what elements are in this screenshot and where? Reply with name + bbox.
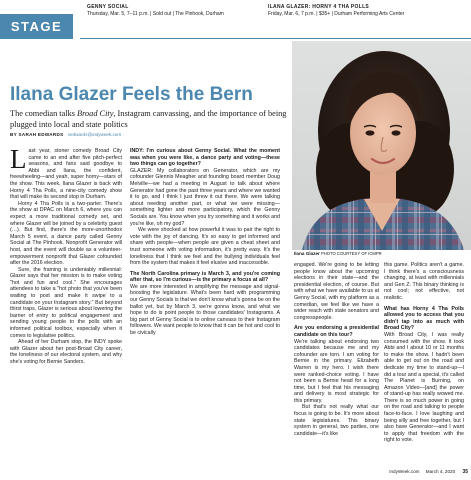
- interview-question: Are you endorsing a presidential candidate on this tour?: [294, 325, 379, 338]
- event-title: GENNY SOCIAL: [87, 4, 129, 10]
- paragraph: [10, 144, 122, 201]
- paragraph: But that's not really what our focus is going to be. It's more about state legislatures. This binary system in general, two parties, one candidate—it's like: [294, 404, 379, 437]
- paragraph: Sure, the framing is undeniably millennial: Glazer says that her mission is to make voting "hot and fun and cool." She encourages attendees to take a "hot photo that you've been waiting to post and make it swipe to a candidate on your Instagram story." But beyond thirst traps, Glazer is serious about lowering the barrier of entry to political engagement and sending young people to the polls with an informed political toolbox, especially when it comes to legislative politics.: [10, 266, 122, 339]
- interview-question: The North Carolina primary is March 3, and you're coming after that, so I'm curious—is the primary a focus at all?: [130, 270, 280, 284]
- section-tab: STAGE: [0, 14, 73, 39]
- event-listing-horny-4-tha-polls: [268, 4, 468, 18]
- paragraph: With Broad City, I was really consumed with the show. It took Abbi and I about 10 or 11 months to make the show. I hadn't been able to get out on the road and dedicate my time to stand-up—I did a tour and a special, it's called The Planet is Burning, on Amazon Video—[and] the power of stand-up has really wowed me. There is so much power in going on the road and talking to people face-to-face. I love laughing and being silly and free together, but I also have Generator—and I want to apply that freedom with the right to vote.: [384, 331, 464, 444]
- article-column-2: [130, 148, 280, 337]
- photo-caption: [294, 251, 464, 257]
- deck-text: The comedian talks: [10, 109, 78, 118]
- paragraph: We're talking about endorsing two candidates because me and my cofounder are torn. I am voting for Bernie in the primary. Elizabeth Warren is my hero. I wish there were ranked-choice voting. I have not been a Bernie head for a long time, but I feel that his messaging and delivery is most strategic for this primary.: [294, 338, 379, 404]
- byline-email[interactable]: sedwards@indyweek.com: [67, 132, 122, 137]
- event-title: ILANA GLAZER: HORNY 4 THA POLLS: [268, 4, 370, 10]
- article-column-1: [10, 144, 122, 366]
- header-rule: [80, 38, 471, 39]
- paragraph: We were shocked at how powerful it was to pair the right to vote with the joy of dancing. It's so easy to get informed and share with people—when people are given a cheat sheet and trust someone with voting information, it's pretty easy. It's the loneliness that I think we feel and the bullying individuals feel from the system that makes it feel elusive and inaccessible.: [130, 227, 280, 267]
- paragraph: GLAZER: My collaborators on Generator, which are my cofounder Glennis Meagher and founding board member Doug Melville—we had a meeting in August to talk about where Generator had gone the past three years and where we wanted it to go, and I think I just threw it out there. We were talking about needing another part, or what we were missing—something lighter and more participatory, which the Genny Socials are. You know when you try something and it works and you're like, oh my god?: [130, 167, 280, 227]
- drop-cap: L: [10, 144, 27, 174]
- event-listing-genny-social: [87, 4, 259, 18]
- footer-date: March 4, 2020: [425, 469, 456, 474]
- deck-text: , Instagram canvassing, and the importance of being plugged into local and state politics: [10, 109, 287, 129]
- section-header: [0, 0, 471, 39]
- paragraph: We are more interested in amplifying the message and signal-boosting the legislature. What's been hard with programming our Genny Socials is that we don't know what's gonna be on the ballot yet, but by March 3, we're gonna know, and what we hope to do is point people to those candidates' Instagrams. A big part of Genny Social is to online canvass to their Instagram followers. We want people to know that it can be hot and cool to be civically: [130, 283, 280, 337]
- deck-italic: Broad City: [77, 109, 114, 118]
- portrait-photo: [292, 41, 471, 250]
- article-headline: Ilana Glazer Feels the Bern: [10, 84, 253, 105]
- portrait-illustration: [292, 41, 471, 250]
- photo-credit: PHOTO COURTESY OF ICMPR: [320, 251, 382, 256]
- byline: [10, 131, 270, 138]
- paragraph: Ahead of her Durham stop, the INDY spoke with Glazer about her post-Broad City career, the loneliness of our electoral system, and why she's voting for Bernie Sanders.: [10, 339, 122, 365]
- article-column-3: [294, 262, 379, 437]
- paragraph: engaged. We're going to be letting people know about the upcoming elections in their state—and the presidential election, of course. But with what we have available to us at Genny Social, with my platform as a comedian, we feel like we have a wider reach with state senators and congresspeople.: [294, 262, 379, 321]
- byline-author: BY SARAH EDWARDS: [10, 132, 64, 137]
- interview-question: [130, 148, 280, 168]
- interview-question: What has Horny 4 Tha Polls allowed you to access that you didn't tap into as much with Broad City?: [384, 305, 464, 332]
- article-column-4: [384, 262, 464, 444]
- event-detail: Thursday, Mar. 5, 7–11 p.m. | Sold out | The Pinhook, Durham: [87, 11, 224, 17]
- paragraph: this game. Politics aren't a game. I think there's a consciousness changing, at least with millennials and Gen Z. This binary thinking is not cool; not effective, not realistic.: [384, 262, 464, 301]
- page-footer: [380, 468, 468, 476]
- event-detail: Friday, Mar. 6, 7 p.m. | $35+ | Durham Performing Arts Center: [268, 11, 405, 17]
- paragraph: Horny 4 Tha Polls is a two-parter. There's the show at DPAC on March 6, where you can expect a more traditional comedy set, and where Glazer will be joined by a celebrity guest (…). But first, there's the more-unorthodox March 5 event, a dance party called Genny Social at The Pinhook. Nonprofit Generator will host, and the event will double as a volunteer-empowerment nonprofit that Glazer cofounded after the 2016 election.: [10, 200, 122, 267]
- footer-site[interactable]: IndyWeek.com: [389, 469, 420, 474]
- photo-subject: Ilana Glazer: [294, 251, 320, 256]
- question-text: INDY: I'm curious about Genny Social. What the moment was when you were like, a dance party and voting—these two things can go together?: [130, 148, 280, 168]
- paragraph-text: ast year, stoner comedy Broad City came to an end after five pitch-perfect seasons, and fans said goodbye to Abbi and Ilana, the confident, freewheeling—and yeah, super horny—stars of the show. This week, Ilana Glazer is back with Horny 4 Tha Polls, a nine-city comedy show that will make its second stop in Durham.: [10, 148, 122, 201]
- article-deck: [10, 109, 300, 130]
- page-number: 35: [462, 469, 468, 475]
